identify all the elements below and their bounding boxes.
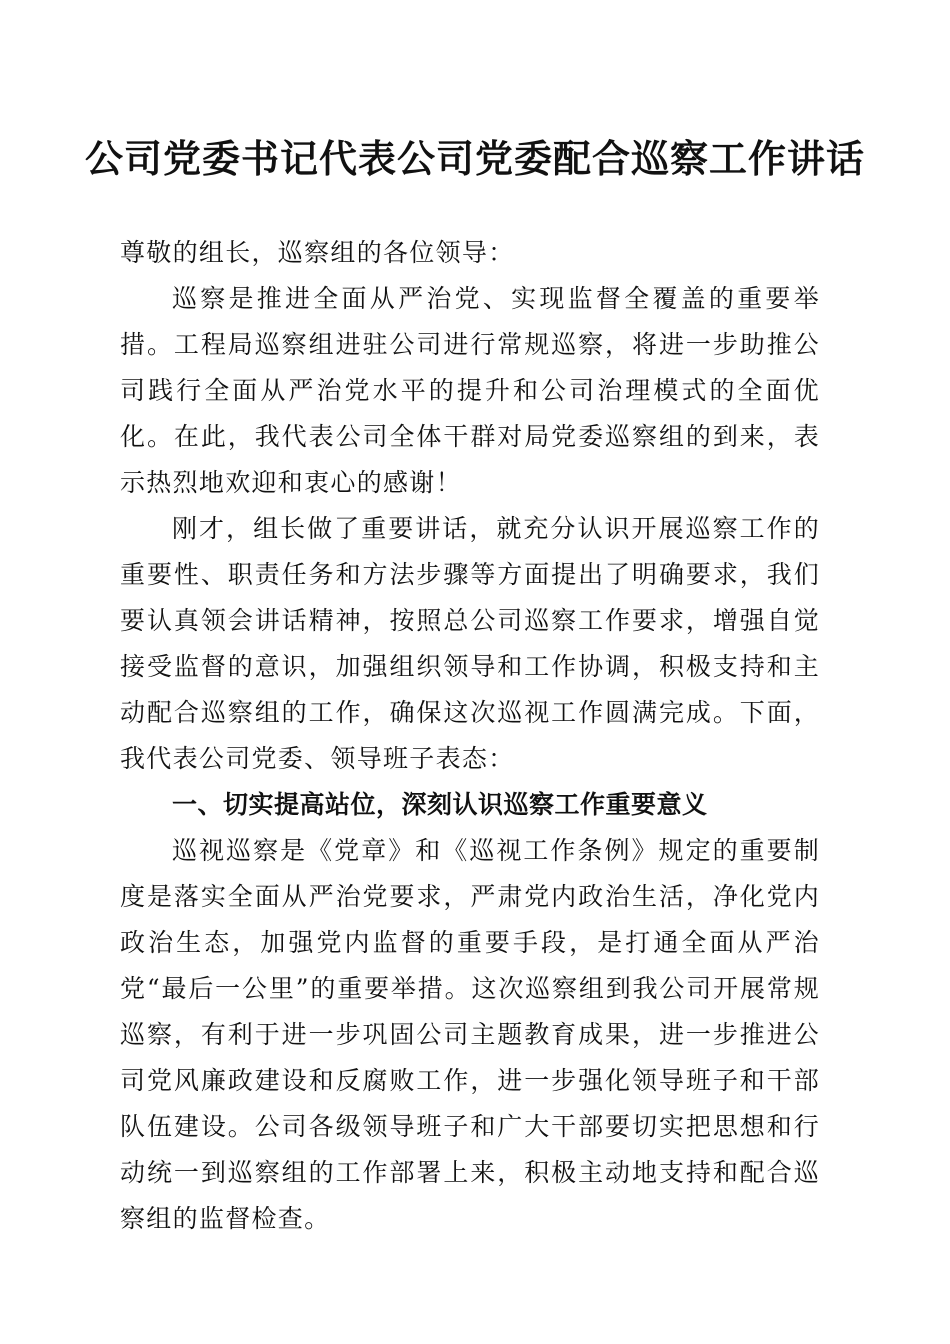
document-title: 公司党委书记代表公司党委配合巡察工作讲话 (84, 136, 865, 181)
document-body (120, 230, 820, 1242)
paragraph-response: 刚才，组长做了重要讲话，就充分认识开展巡察工作的重要性、职责任务和方法步骤等方面提出了明确要求，我们要认真领会讲话精神，按照总公司巡察工作要求，增强自觉接受监督的意识，加强组织领导和工作协调，积极支持和主动配合巡察组的工作，确保这次巡视工作圆满完成。下面，我代表公司党委、领导班子表态： (120, 514, 820, 773)
section-paragraph: 巡视巡察是《党章》和《巡视工作条例》规定的重要制度是落实全面从严治党要求，严肃党内政治生活，净化党内政治生态，加强党内监督的重要手段，是打通全面从严治党“最后一公里”的重要举措。这次巡察组到我公司开展常规巡察，有利于进一步巩固公司主题教育成果，进一步推进公司党风廉政建设和反腐败工作，进一步强化领导班子和干部队伍建设。公司各级领导班子和广大干部要切实把思想和行动统一到巡察组的工作部署上来，积极主动地支持和配合巡察组的监督检查。 (120, 836, 820, 1233)
paragraph-intro: 巡察是推进全面从严治党、实现监督全覆盖的重要举措。工程局巡察组进驻公司进行常规巡察，将进一步助推公司践行全面从严治党水平的提升和公司治理模式的全面优化。在此，我代表公司全体干群对局党委巡察组的到来，表示热烈地欢迎和衷心的感谢！ (120, 284, 820, 497)
section-heading: 一、切实提高站位，深刻认识巡察工作重要意义 (172, 790, 708, 819)
salutation: 尊敬的组长，巡察组的各位领导： (120, 238, 515, 267)
